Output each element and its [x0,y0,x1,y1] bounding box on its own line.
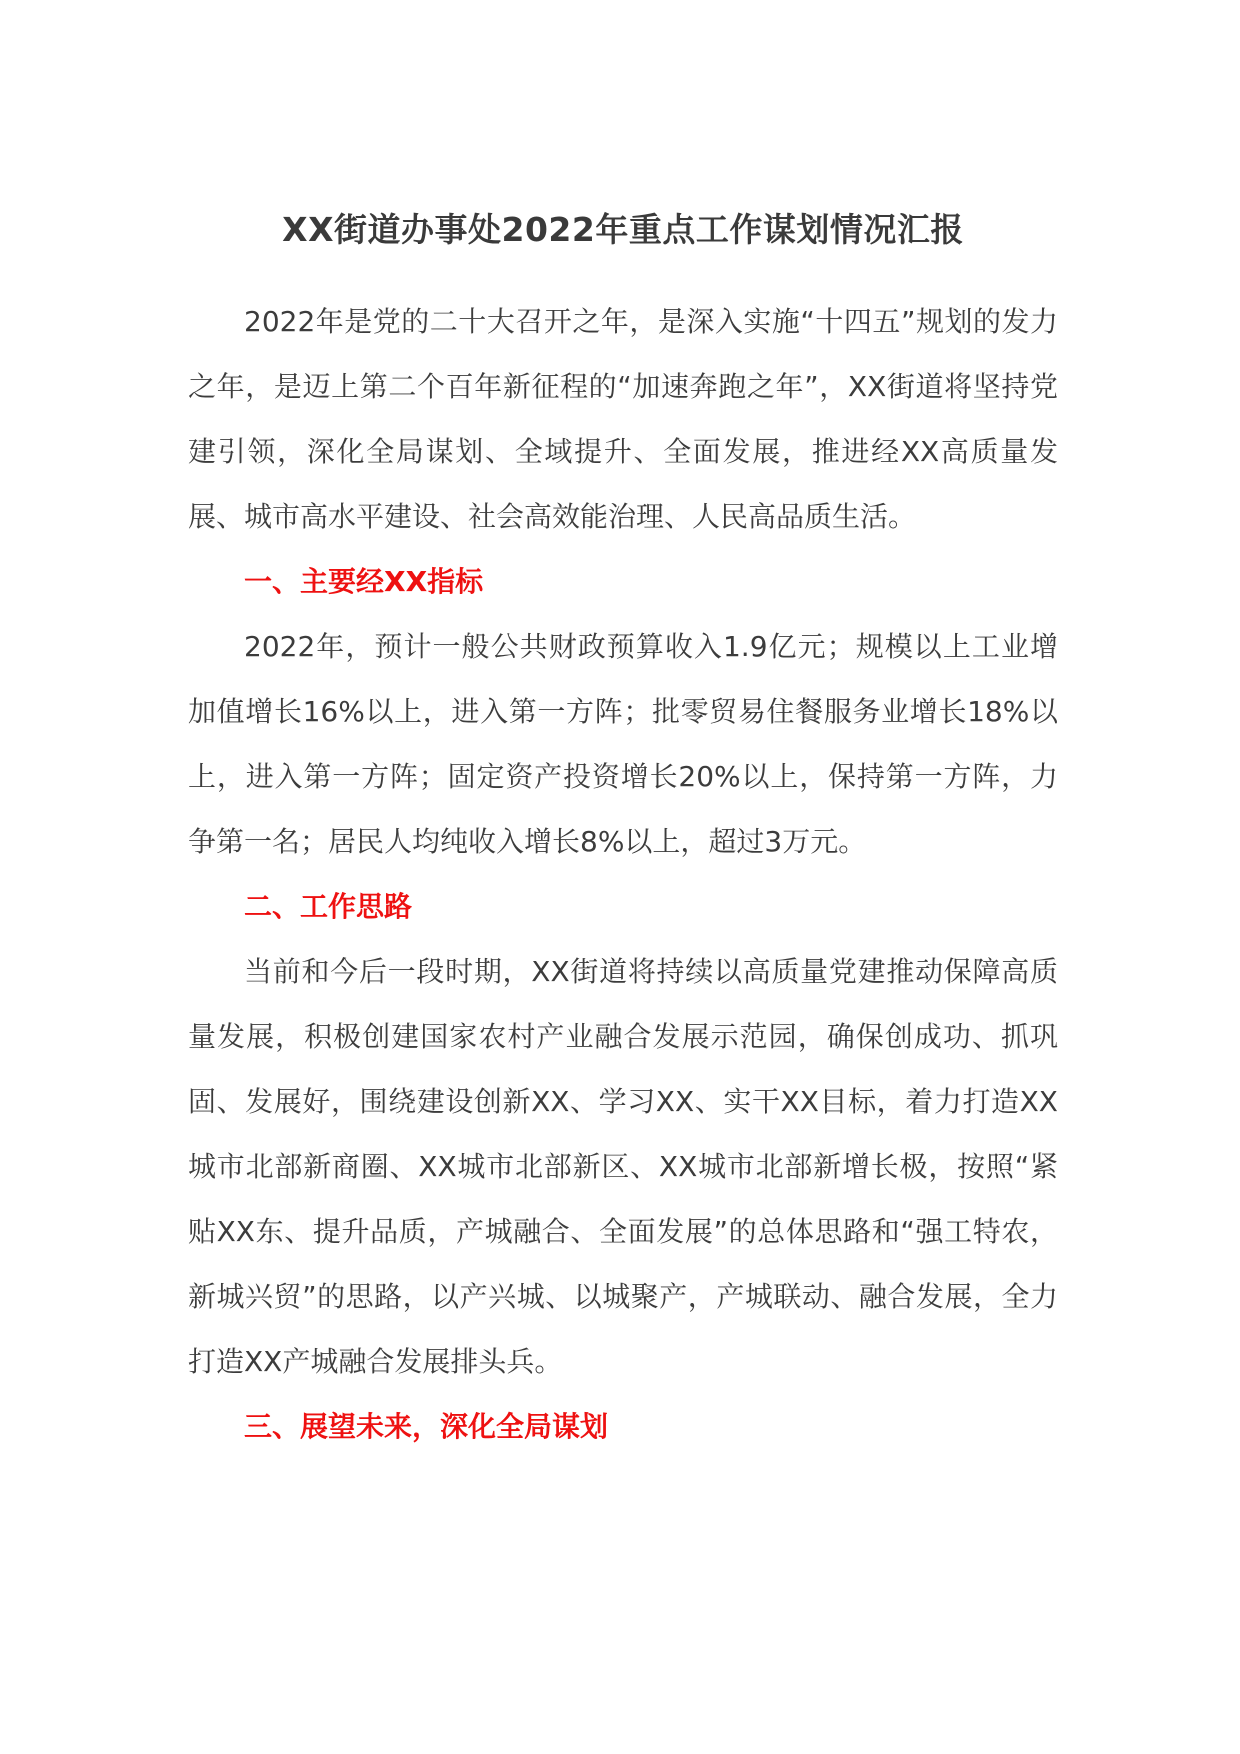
section-body-approach: 当前和今后一段时期，XX街道将持续以高质量党建推动保障高质量发展，积极创建国家农村产业融合发展示范园，确保创成功、抓巩固、发展好，围绕建设创新XX、学习XX、实干XX目标，着力打造XX城市北部新商圈、XX城市北部新区、XX城市北部新增长极，按照“紧贴XX东、提升品质，产城融合、全面发展”的总体思路和“强工特农，新城兴贸”的思路，以产兴城、以城聚产，产城联动、融合发展，全力打造XX产城融合发展排头兵。 [188,955,1058,1378]
section-heading-indicators: 一、主要经XX指标 [244,565,484,598]
document-page [188,205,1058,1459]
document-title: XX街道办事处2022年重点工作谋划情况汇报 [282,210,964,249]
section-heading-outlook: 三、展望未来，深化全局谋划 [244,1410,609,1443]
section-heading-approach: 二、工作思路 [244,890,413,923]
intro-paragraph: 2022年是党的二十大召开之年，是深入实施“十四五”规划的发力之年，是迈上第二个百年新征程的“加速奔跑之年”，XX街道将坚持党建引领，深化全局谋划、全域提升、全面发展，推进经XX高质量发展、城市高水平建设、社会高效能治理、人民高品质生活。 [188,305,1058,533]
section-body-indicators: 2022年，预计一般公共财政预算收入1.9亿元；规模以上工业增加值增长16%以上，进入第一方阵；批零贸易住餐服务业增长18%以上，进入第一方阵；固定资产投资增长20%以上，保持第一方阵，力争第一名；居民人均纯收入增长8%以上，超过3万元。 [188,630,1058,858]
